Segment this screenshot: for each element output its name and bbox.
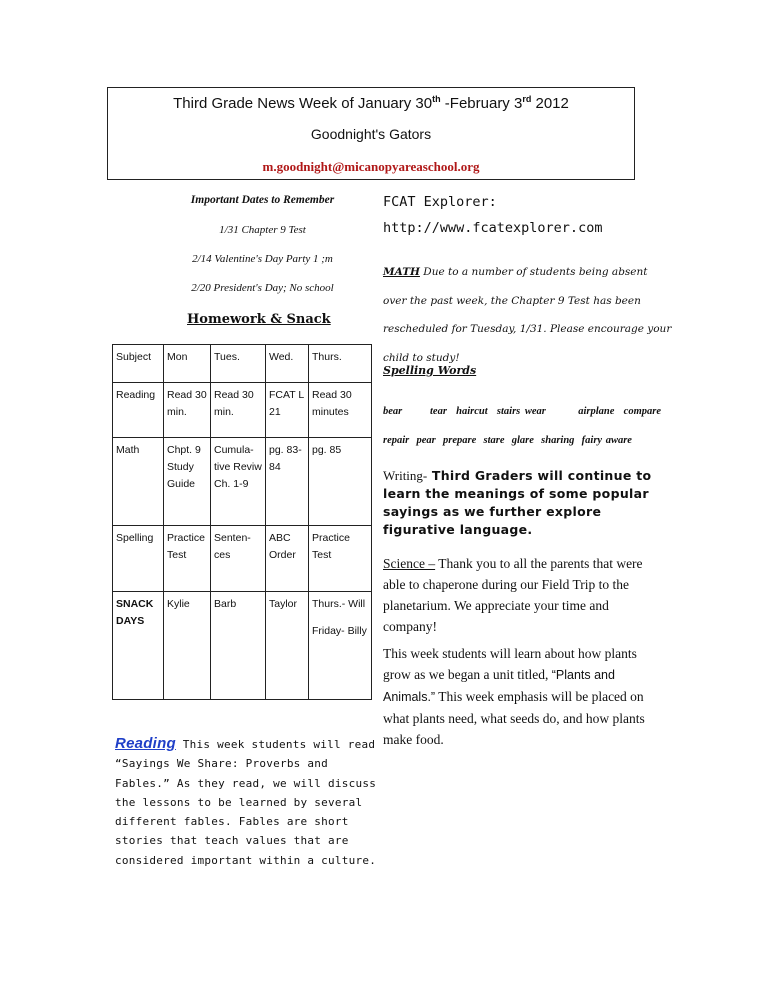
table-cell	[309, 592, 372, 700]
homework-table	[112, 344, 372, 700]
table-row	[113, 383, 372, 438]
snack-fri: Friday- Billy	[312, 624, 367, 637]
science-unit-text: This week students will learn about how plants grow as we began a unit titled,	[383, 646, 637, 682]
table-cell: Kylie	[164, 592, 211, 700]
dates-heading: Important Dates to Remember	[190, 194, 335, 206]
homework-heading: Homework & Snack	[187, 312, 331, 327]
table-row	[113, 438, 372, 526]
science-text: Thank you to all the parents that were able to chaperone during our Field Trip to the planetarium. We appreciate your time and company!	[383, 556, 643, 634]
teacher-email[interactable]: m.goodnight@micanopyareaschool.org	[262, 159, 480, 174]
unit-title: “Plants and Animals.”	[383, 668, 615, 704]
science-unit-paragraph	[383, 643, 665, 750]
writing-section	[383, 467, 665, 539]
fcat-url-link[interactable]: http://www.fcatexplorer.com	[383, 220, 603, 236]
table-cell: Read 30 min.	[164, 383, 211, 438]
table-cell: pg. 85	[309, 438, 372, 526]
table-cell: FCAT L 21	[266, 383, 309, 438]
table-row	[113, 526, 372, 592]
table-cell: Practice Test	[164, 526, 211, 592]
math-section	[383, 258, 673, 372]
table-cell: Math	[113, 438, 164, 526]
snack-thurs: Thurs.- Will	[312, 598, 366, 610]
science-section	[383, 553, 665, 637]
table-header-cell: Thurs.	[309, 345, 372, 383]
table-cell: Senten-ces	[211, 526, 266, 592]
table-cell: Spelling	[113, 526, 164, 592]
table-cell: pg. 83-84	[266, 438, 309, 526]
spelling-words-line: repair pear prepare stare glare sharing fairy aware	[383, 435, 632, 446]
spelling-words-line: bear tear haircut stairs wear airplane compare	[383, 406, 662, 417]
math-label: MATH	[383, 266, 420, 278]
snack-label: SNACK DAYS	[113, 592, 164, 700]
writing-text: Third Graders will continue to learn the meanings of some popular sayings as we further explore figurative language.	[383, 468, 652, 537]
table-header-cell: Mon	[164, 345, 211, 383]
science-label: Science –	[383, 556, 436, 571]
newsletter-header	[107, 87, 635, 180]
date-item: 1/31 Chapter 9 Test	[219, 224, 306, 236]
table-header-cell: Tues.	[211, 345, 266, 383]
reading-text: This week students will read “Sayings We Share: Proverbs and Fables.” As they read, we will discuss the lessons to be learned by several different fables. Fables are short stories that teach values that are considered important within a culture.	[115, 738, 377, 867]
table-cell: Cumula-tive Reviw Ch. 1-9	[211, 438, 266, 526]
table-header-cell: Wed.	[266, 345, 309, 383]
table-cell: Practice Test	[309, 526, 372, 592]
table-header-row	[113, 345, 372, 383]
snack-row	[113, 592, 372, 700]
table-cell: Reading	[113, 383, 164, 438]
class-name: Goodnight's Gators	[310, 126, 432, 142]
reading-section	[115, 734, 380, 870]
table-cell: Read 30 minutes	[309, 383, 372, 438]
writing-label: Writing-	[383, 468, 428, 483]
spelling-heading: Spelling Words	[383, 364, 477, 377]
table-cell: Taylor	[266, 592, 309, 700]
page-title: Third Grade News Week of January 30th -February 3rd 2012	[173, 94, 569, 112]
date-item: 2/20 President's Day; No school	[191, 282, 334, 294]
date-item: 2/14 Valentine's Day Party 1 ;m	[192, 253, 333, 265]
reading-label: Reading	[115, 735, 176, 752]
table-cell: Barb	[211, 592, 266, 700]
fcat-title: FCAT Explorer:	[383, 194, 497, 210]
table-cell: ABC Order	[266, 526, 309, 592]
table-cell: Chpt. 9 Study Guide	[164, 438, 211, 526]
table-header-cell: Subject	[113, 345, 164, 383]
science-unit-text: This week emphasis will be placed on what plants need, what seeds do, and how plants make food.	[383, 689, 645, 747]
math-text: Due to a number of students being absent over the past week, the Chapter 9 Test has been rescheduled for Tuesday, 1/31. Please encourage your child to study!	[383, 266, 672, 364]
table-cell: Read 30 min.	[211, 383, 266, 438]
